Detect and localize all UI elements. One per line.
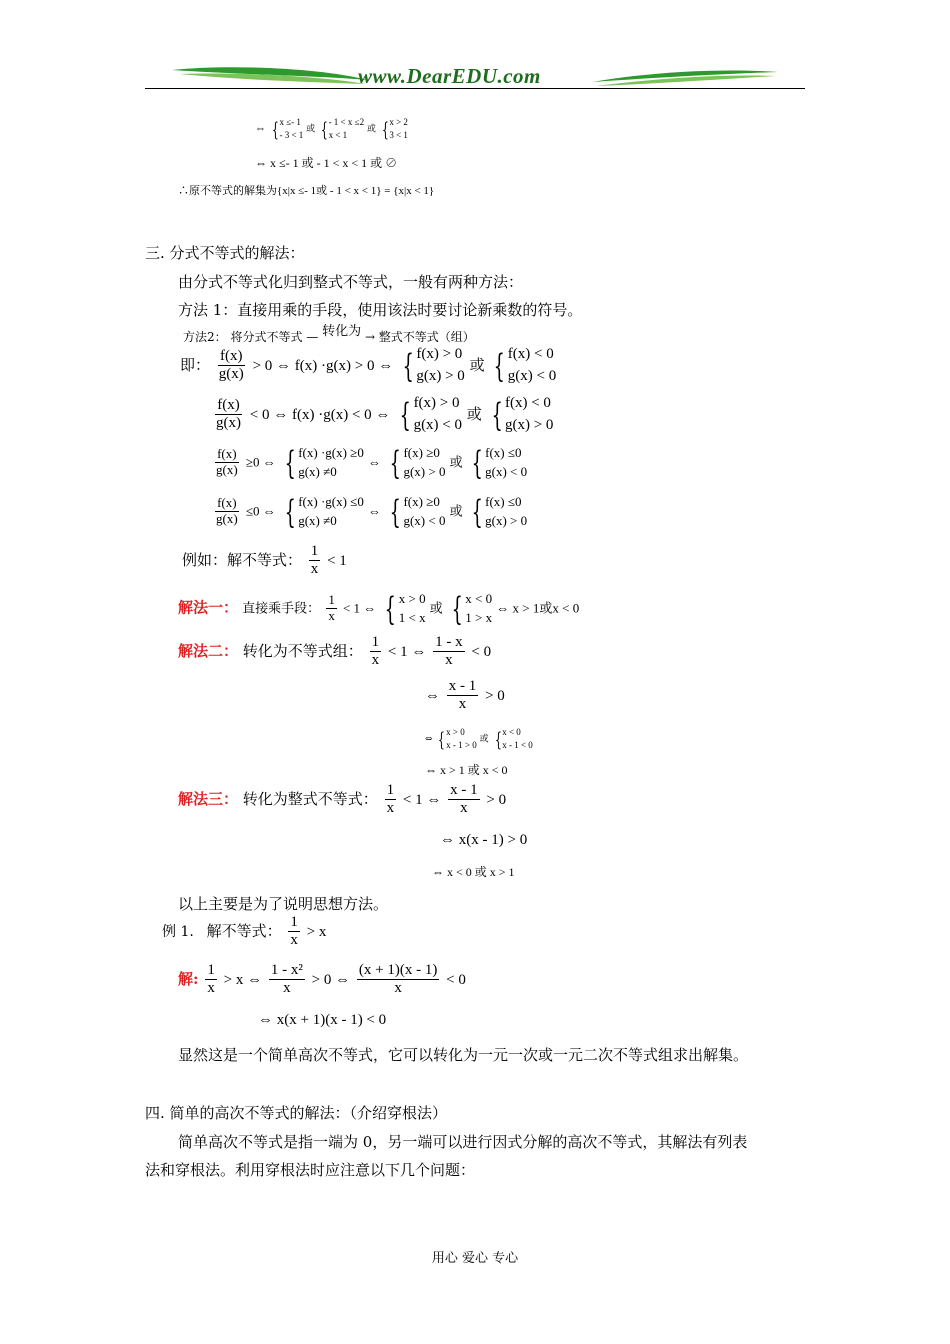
example-intro: 例如：解不等式： $\frac{1}{x}$ < 1: [182, 543, 347, 578]
example-1-line: 例 1. 解不等式： $\frac{1}{x}$ > x: [162, 914, 327, 949]
summary-line: 以上主要是为了说明思想方法。: [178, 895, 389, 913]
method-3-line: 解法三： 转化为整式不等式： $\frac{1}{x}$ < 1 ⇔ $\frac{x - 1}{x}$ > 0: [178, 782, 507, 817]
section-4-heading: 四. 简单的高次不等式的解法：（介绍穿根法）: [145, 1104, 448, 1122]
method-3-result: ⇔ x < 0 或 x > 1: [432, 865, 515, 879]
section-4-para-1: 简单高次不等式是指一端为 0，另一端可以进行因式分解的高次不等式，其解法有列表: [178, 1133, 748, 1151]
top-system-line: ⇔ { x ≤- 1 - 3 < 1 或 { - 1 < x ≤2 x < 1 或 { x > 2 3 < 1: [255, 117, 408, 142]
rule-row-1: 即： $\frac{f(x)}{g(x)}$ > 0 ⇔ f(x) ·g(x) > 0 ⇔ { f(x) > 0 g(x) > 0 或 { f(x) < 0 g(x) < 0: [180, 346, 557, 385]
rule-row-3: $\frac{f(x)}{g(x)}$ ≥0 ⇔ { f(x) ·g(x) ≥0 g(x) ≠0 ⇔ { f(x) ≥0 g(x) > 0 或 { f(x) ≤0 g(x) < 0: [216, 443, 528, 482]
header-rule: [145, 88, 805, 89]
method-2-line: 方法2： 将分式不等式 — 转化为 → 整式不等式（组）: [183, 324, 475, 344]
rule-row-4: $\frac{f(x)}{g(x)}$ ≤0 ⇔ { f(x) ·g(x) ≤0 g(x) ≠0 ⇔ { f(x) ≥0 g(x) < 0 或 { f(x) ≤0 g(x) > 0: [216, 492, 528, 531]
header-swoosh-left: [170, 62, 370, 88]
page-footer: 用心 爱心 专心: [431, 1251, 519, 1266]
method-2-result: ⇔ x > 1 或 x < 0: [425, 763, 508, 777]
method-2-step-2: ⇔ $\frac{x - 1}{x}$ > 0: [425, 678, 505, 713]
method-1-line: 解法一： 直接乘手段： $\frac{1}{x}$ < 1 ⇔ { x > 0 1 < x 或 { x < 0 1 > x ⇔ x > 1或x < 0: [178, 589, 580, 628]
example-1-note: 显然这是一个简单高次不等式，它可以转化为一元一次或一元二次不等式组求出解集。: [178, 1046, 749, 1064]
top-solution-set: ∴原不等式的解集为{x|x ≤- 1或 - 1 < x < 1} = {x|x < 1}: [178, 185, 435, 197]
example-1-solution: 解: $\frac{1}{x}$ > x ⇔ $\frac{\text{1 - x²}}{x}$ > 0 ⇔ $\frac{(x + 1)(x - 1)}{x}$ < 0: [178, 962, 466, 997]
header-swoosh-right: [590, 64, 780, 88]
section-3-heading: 三. 分式不等式的解法：: [145, 244, 305, 262]
rule-row-2: $\frac{f(x)}{g(x)}$ < 0 ⇔ f(x) ·g(x) < 0 ⇔ { f(x) > 0 g(x) < 0 或 { f(x) < 0 g(x) > 0: [216, 395, 554, 434]
example-1-step-2: ⇔ x(x + 1)(x - 1) < 0: [258, 1012, 387, 1028]
method-2-line: 解法二： 转化为不等式组： $\frac{1}{x}$ < 1 ⇔ $\frac{1 - x}{x}$ < 0: [178, 634, 492, 669]
section-3-para-1: 由分式不等式化归到整式不等式，一般有两种方法：: [178, 273, 524, 291]
method-3-step-2: ⇔ x(x - 1) > 0: [440, 832, 528, 848]
method-2-step-3: ⇔ { x > 0 x - 1 > 0 或 { x < 0 x - 1 < 0: [425, 727, 533, 752]
section-4-para-2: 法和穿根法。利用穿根法时应注意以下几个问题：: [145, 1161, 476, 1179]
site-logo: www.DearEDU.com: [358, 64, 541, 88]
section-3-para-2: 方法 1：直接用乘的手段，使用该法时要讨论新乘数的符号。: [178, 301, 583, 319]
top-equivalence-line: ⇔ x ≤- 1 或 - 1 < x < 1 或 ⊘: [255, 156, 398, 170]
